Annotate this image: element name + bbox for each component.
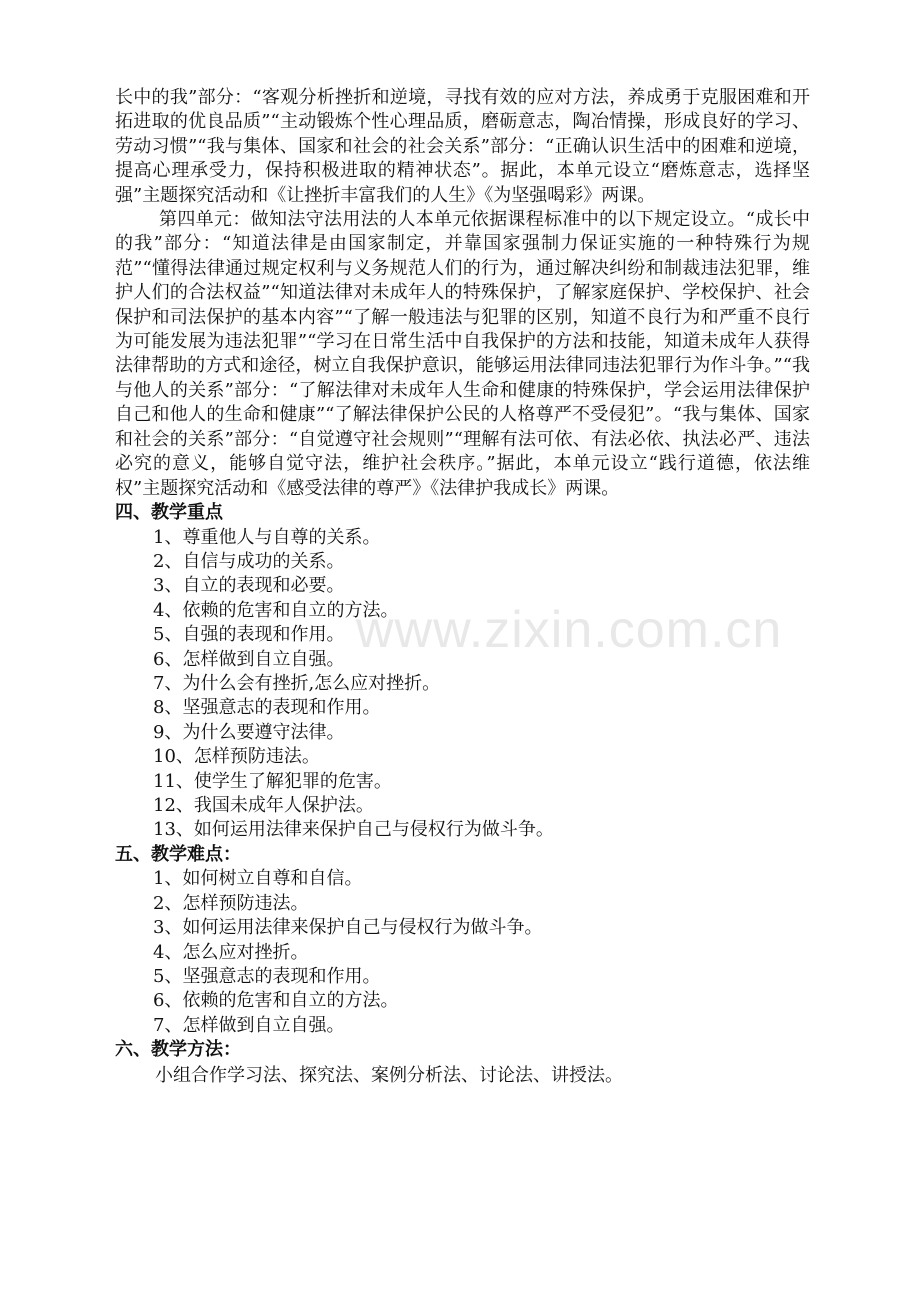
list-item: 5、自强的表现和作用。 [153, 624, 345, 646]
paragraph-unit4: 第四单元：做知法守法用法的人本单元依据课程标准中的以下规定设立。“成长中的我”部分：“知道法律是由国家制定，并靠国家强制力保证实施的一种特殊行为规范”“懂得法律通过规定权利与义务规范人们的行为，通过解决纠纷和制裁违法犯罪，维护人们的合法权益”“知道法律对未成年人的特殊保护，了解家庭保护、学校保护、社会保护和司法保护的基本内容”“了解一般违法与犯罪的区别，知道不良行为和严重不良行为可能发展为违法犯罪”“学习在日常生活中自我保护的方法和技能，知道未成年人获得法律帮助的方式和途径，树立自我保护意识，能够运用法律同违法犯罪行为作斗争。”“我与他人的关系”部分：“了解法律对未成年人生命和健康的特殊保护，学会运用法律保护自己和他人的生命和健康”“了解法律保护公民的人格尊严不受侵犯”。“我与集体、国家和社会的关系”部分：“自觉遵守社会规则”“理解有法可依、有法必依、执法必严、违法必究的意义，能够自觉守法，维护社会秩序。”据此，本单元设立“践行道德，依法维权”主题探究活动和《感受法律的尊严》《法律护我成长》两课。 [115, 209, 810, 499]
list-item: 2、自信与成功的关系。 [153, 550, 345, 572]
list-item: 5、坚强意志的表现和作用。 [153, 966, 381, 987]
list-item: 11、使学生了解犯罪的危害。 [153, 770, 392, 792]
list-item: 2、怎样预防违法。 [153, 892, 309, 914]
list-item: 3、如何运用法律来保护自己与侵权行为做斗争。 [153, 917, 543, 939]
list-item: 7、怎样做到自立自强。 [153, 1014, 345, 1036]
list-item: 12、我国未成年人保护法。 [153, 794, 374, 816]
document-page [115, 86, 810, 1089]
key-points-list [115, 526, 810, 843]
list-item: 3、自立的表现和必要。 [153, 575, 345, 597]
methods-text: 小组合作学习法、探究法、案例分析法、讨论法、讲授法。 [155, 1064, 623, 1086]
difficulties-list [115, 867, 810, 1038]
heading-difficulties: 五、教学难点： [115, 843, 241, 865]
heading-methods: 六、教学方法： [115, 1039, 241, 1061]
list-item: 1、尊重他人与自尊的关系。 [153, 526, 381, 548]
list-item: 4、怎么应对挫折。 [153, 941, 309, 963]
list-item: 7、为什么会有挫折,怎么应对挫折。 [153, 672, 441, 694]
paragraph-unit3-tail: 长中的我”部分：“客观分析挫折和逆境，寻找有效的应对方法，养成勇于克服困难和开拓进取的优良品质”“主动锻炼个性心理品质，磨砺意志，陶冶情操，形成良好的学习、劳动习惯”“我与集体、国家和社会的社会关系”部分：“正确认识生活中的困难和逆境，提高心理承受力，保持积极进取的精神状态”。据此，本单元设立“磨炼意志，选择坚强”主题探究活动和《让挫折丰富我们的人生》《为坚强喝彩》两课。 [115, 87, 810, 206]
list-item: 9、为什么要遵守法律。 [153, 721, 345, 743]
list-item: 4、依赖的危害和自立的方法。 [153, 599, 399, 621]
heading-key-points: 四、教学重点 [115, 501, 223, 523]
list-item: 13、如何运用法律来保护自己与侵权行为做斗争。 [153, 819, 554, 841]
list-item: 8、坚强意志的表现和作用。 [153, 697, 381, 719]
list-item: 6、怎样做到自立自强。 [153, 648, 345, 670]
list-item: 1、如何树立自尊和自信。 [153, 868, 363, 890]
list-item: 10、怎样预防违法。 [153, 746, 320, 768]
list-item: 6、依赖的危害和自立的方法。 [153, 990, 399, 1012]
watermark: www.zixin.com.cn [356, 601, 783, 659]
